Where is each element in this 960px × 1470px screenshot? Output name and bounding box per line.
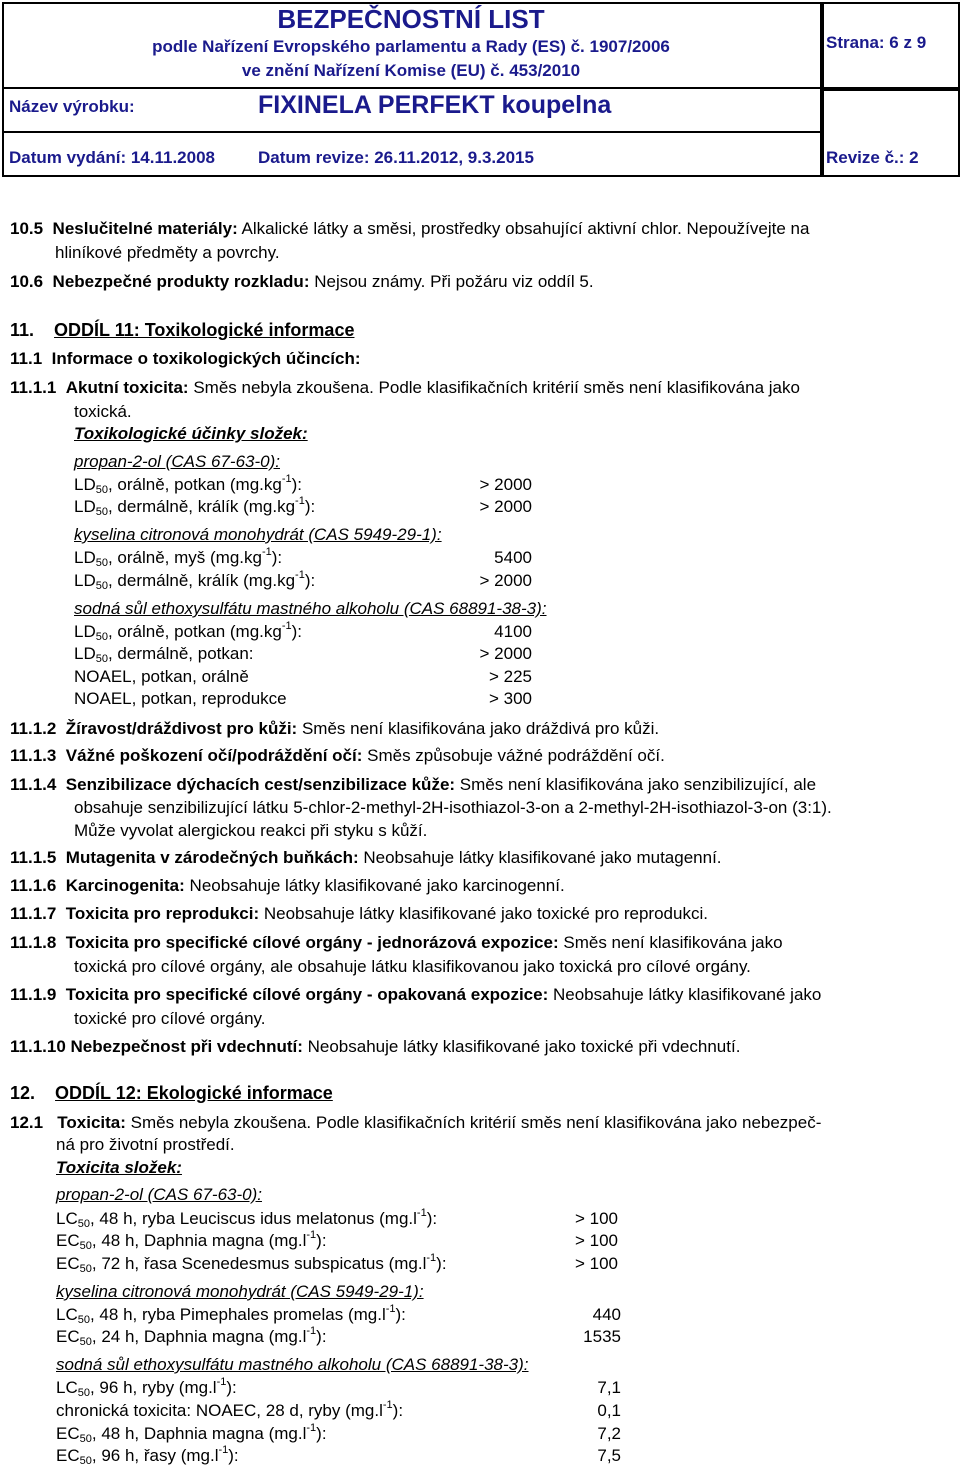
section-12-1-cont: ná pro životní prostředí. bbox=[56, 1135, 235, 1154]
section-11-heading: 11. ODDÍL 11: Toxikologické informace bbox=[10, 320, 355, 340]
section-11-1-10: 11.1.10 Nebezpečnost při vdechnutí: Neobsahuje látky klasifikované jako toxické při vdechnutí. bbox=[10, 1037, 741, 1056]
ecotox-row: $EC_{50}$, 48 h, Daphnia magna $(mg.l^{-1})$: bbox=[56, 1229, 327, 1252]
document-title: BEZPEČNOSTNÍ LIST bbox=[277, 4, 545, 34]
section-12-1: 12.1 Toxicita: Směs nebyla zkoušena. Podle klasifikačních kritérií směs není klasifikována jako nebezpeč- bbox=[10, 1113, 822, 1132]
component-sodium-salt: sodná sůl ethoxysulfátu mastného alkoholu (CAS 68891-38-3): bbox=[56, 1355, 529, 1374]
section-11-1-4: 11.1.4 Senzibilizace dýchacích cest/senzibilizace kůže: Směs není klasifikována jako senzibilizující, ale bbox=[10, 775, 817, 794]
tox-value: > 2000 bbox=[479, 475, 532, 494]
ecotox-value: > 100 bbox=[574, 1209, 618, 1228]
header-divider bbox=[2, 131, 820, 133]
section-11-1-4-cont: Může vyvolat alergickou reakci při styku s kůží. bbox=[74, 821, 428, 840]
tox-row: $LD_{50}$, orálně, potkan $(mg.kg^{-1})$: bbox=[74, 473, 303, 496]
section-10-5: 10.5 Neslučitelné materiály: Alkalické látky a směsi, prostředky obsahující aktivní chlor. Nepoužívejte na bbox=[10, 219, 810, 238]
section-11-1-8: 11.1.8 Toxicita pro specifické cílové orgány - jednorázová expozice: Směs není klasifikována jako bbox=[10, 933, 783, 952]
ecotox-row: $EC_{50}$, 24 h, Daphnia magna $(mg.l^{-1})$: bbox=[56, 1325, 327, 1348]
tox-value: > 2000 bbox=[479, 571, 532, 590]
ecotox-value: 440 bbox=[592, 1305, 621, 1324]
ecotox-value: > 100 bbox=[574, 1254, 618, 1273]
tox-value: 5400 bbox=[494, 548, 532, 567]
revision-number: Revize č.: 2 bbox=[826, 148, 919, 167]
tox-row: NOAEL, potkan, reprodukce bbox=[74, 689, 287, 708]
tox-value: > 225 bbox=[488, 667, 532, 686]
section-11-1-5: 11.1.5 Mutagenita v zárodečných buňkách: Neobsahuje látky klasifikované jako mutagenní. bbox=[10, 848, 722, 867]
section-11-1-1-cont: toxická. bbox=[74, 402, 132, 421]
tox-row: NOAEL, potkan, orálně bbox=[74, 667, 249, 686]
section-11-1-4-cont: obsahuje senzibilizující látku 5-chlor-2-methyl-2H-isothiazol-3-on a 2-methyl-2H-isothiazol-3-on (3:1). bbox=[74, 798, 832, 817]
component-propan-2-ol: propan-2-ol (CAS 67-63-0): bbox=[74, 452, 280, 471]
ecotox-row: $LC_{50}$, 48 h, ryba Leuciscus idus melatonus $(mg.l^{-1})$: bbox=[56, 1207, 438, 1230]
ecotox-row: $LC_{50}$, 48 h, ryba Pimephales promelas $(mg.l^{-1})$: bbox=[56, 1303, 406, 1326]
amendment-line: ve znění Nařízení Komise (EU) č. 453/2010 bbox=[241, 61, 581, 80]
issue-date: Datum vydání: 14.11.2008 bbox=[9, 148, 216, 167]
section-10-6: 10.6 Nebezpečné produkty rozkladu: Nejsou známy. Při požáru viz oddíl 5. bbox=[10, 272, 594, 291]
section-11-1-9: 11.1.9 Toxicita pro specifické cílové orgány - opakovaná expozice: Neobsahuje látky klasifikované jako bbox=[10, 985, 822, 1004]
tox-row: $LD_{50}$, dermálně, králík $(mg.kg^{-1})$: bbox=[74, 569, 316, 592]
tox-row: $LD_{50}$, dermálně, králík $(mg.kg^{-1})$: bbox=[74, 495, 316, 518]
section-11-1-9-cont: toxické pro cílové orgány. bbox=[74, 1009, 266, 1028]
tox-value: 4100 bbox=[494, 622, 532, 641]
section-12-heading: 12. ODDÍL 12: Ekologické informace bbox=[10, 1083, 333, 1103]
page-number: Strana: 6 z 9 bbox=[826, 33, 927, 52]
ecotox-value: > 100 bbox=[574, 1231, 618, 1250]
section-11-1-2: 11.1.2 Žíravost/dráždivost pro kůži: Směs není klasifikována jako dráždivá pro kůži. bbox=[10, 719, 660, 738]
ecotox-row: $LC_{50}$, 96 h, ryby $(mg.l^{-1})$: bbox=[56, 1376, 237, 1399]
ecotox-value: 7,1 bbox=[597, 1378, 621, 1397]
section-11-1: 11.1 Informace o toxikologických účincích: bbox=[10, 349, 361, 368]
tox-row: $LD_{50}$, orálně, potkan $(mg.kg^{-1})$: bbox=[74, 620, 303, 643]
ecotox-row: chronická toxicita: NOAEC, 28 d, ryby $(mg.l^{-1})$: bbox=[56, 1399, 404, 1420]
section-11-1-1: 11.1.1 Akutní toxicita: Směs nebyla zkoušena. Podle klasifikačních kritérií směs není klasifikována jako bbox=[10, 378, 800, 397]
section-11-1-6: 11.1.6 Karcinogenita: Neobsahuje látky klasifikované jako karcinogenní. bbox=[10, 876, 565, 895]
product-name: FIXINELA PERFEKT koupelna bbox=[258, 91, 612, 119]
tox-effects-title: Toxikologické účinky složek: bbox=[74, 424, 308, 443]
product-label: Název výrobku: bbox=[9, 97, 135, 116]
component-citric-acid: kyselina citronová monohydrát (CAS 5949-29-1): bbox=[56, 1282, 424, 1301]
ecotox-value: 7,5 bbox=[597, 1446, 621, 1465]
ecotox-value: 7,2 bbox=[597, 1424, 621, 1443]
component-citric-acid: kyselina citronová monohydrát (CAS 5949-29-1): bbox=[74, 525, 442, 544]
ecotox-title: Toxicita složek: bbox=[56, 1158, 182, 1177]
ecotox-row: $EC_{50}$, 48 h, Daphnia magna $(mg.l^{-1})$: bbox=[56, 1422, 327, 1445]
section-10-5-cont: hliníkové předměty a povrchy. bbox=[55, 243, 280, 262]
header-divider bbox=[2, 87, 820, 89]
ecotox-value: 0,1 bbox=[597, 1401, 621, 1420]
tox-row: $LD_{50}$, dermálně, potkan: bbox=[74, 644, 254, 665]
tox-value: > 2000 bbox=[479, 644, 532, 663]
revision-date: Datum revize: 26.11.2012, 9.3.2015 bbox=[258, 148, 534, 167]
tox-value: > 2000 bbox=[479, 497, 532, 516]
regulation-line: podle Nařízení Evropského parlamentu a Rady (ES) č. 1907/2006 bbox=[152, 37, 670, 56]
component-propan-2-ol: propan-2-ol (CAS 67-63-0): bbox=[56, 1185, 262, 1204]
ecotox-value: 1535 bbox=[583, 1327, 621, 1346]
tox-row: $LD_{50}$, orálně, myš $(mg.kg^{-1})$: bbox=[74, 546, 283, 569]
ecotox-row: $EC_{50}$, 96 h, řasy $(mg.l^{-1})$: bbox=[56, 1444, 239, 1467]
ecotox-row: $EC_{50}$, 72 h, řasa Scenedesmus subspicatus $(mg.l^{-1})$: bbox=[56, 1252, 447, 1275]
component-sodium-salt: sodná sůl ethoxysulfátu mastného alkoholu (CAS 68891-38-3): bbox=[74, 599, 547, 618]
section-11-1-3: 11.1.3 Vážné poškození očí/podráždění očí: Směs způsobuje vážné podráždění očí. bbox=[10, 746, 665, 765]
tox-value: > 300 bbox=[488, 689, 532, 708]
section-11-1-7: 11.1.7 Toxicita pro reprodukci: Neobsahuje látky klasifikované jako toxické pro reprodukci. bbox=[10, 904, 708, 923]
section-11-1-8-cont: toxická pro cílové orgány, ale obsahuje látku klasifikovanou jako toxická pro cílové orgány. bbox=[74, 957, 751, 976]
